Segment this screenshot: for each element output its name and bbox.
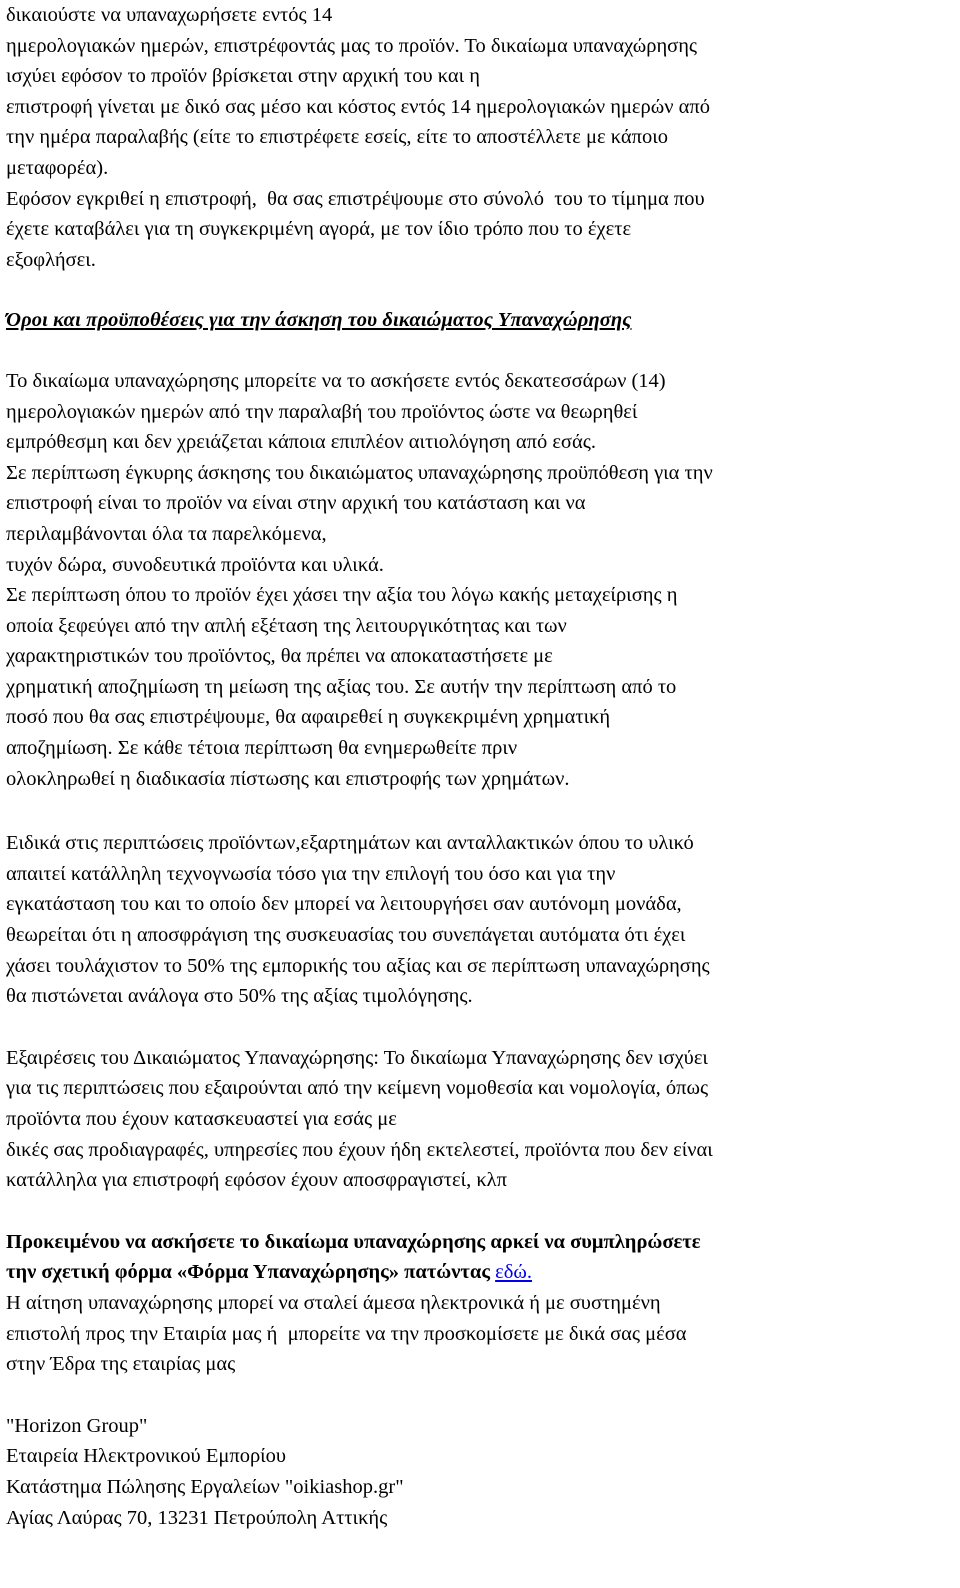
cta-text: την σχετική φόρμα «Φόρμα Υπαναχώρησης» πατώντας bbox=[6, 1261, 496, 1284]
special-line: χάσει τουλάχιστον το 50% της εμπορικής του αξίας και σε περίπτωση υπαναχώρησης bbox=[6, 954, 710, 977]
intro-line: ισχύει εφόσον το προϊόν βρίσκεται στην αρχική του και η bbox=[6, 65, 481, 88]
terms-line: αποζημίωση. Σε κάθε τέτοια περίπτωση θα ενημερωθείτε πριν bbox=[6, 737, 518, 760]
exceptions-line: προϊόντα που έχουν κατασκευαστεί για εσάς με bbox=[6, 1108, 397, 1130]
company-line: "Horizon Group" bbox=[6, 1414, 148, 1437]
spacer bbox=[6, 1380, 956, 1411]
terms-line: εμπρόθεσμη και δεν χρειάζεται κάποια επιπλέον αιτιολόγηση από εσάς. bbox=[6, 431, 596, 454]
terms-line: ποσό που θα σας επιστρέψουμε, θα αφαιρεθεί η συγκεκριμένη χρηματική bbox=[6, 706, 611, 729]
spacer bbox=[6, 275, 956, 305]
intro-line: επιστροφή γίνεται με δικό σας μέσο και κόστος εντός 14 ημερολογιακών ημερών από bbox=[6, 95, 710, 118]
cta-line bbox=[6, 1257, 956, 1288]
withdrawal-form-link[interactable]: εδώ. bbox=[495, 1261, 532, 1284]
company-line: Κατάστημα Πώλησης Εργαλείων "oikiashop.gr" bbox=[6, 1475, 404, 1498]
intro-line: εξοφλήσει. bbox=[6, 248, 96, 271]
company-line: Εταιρεία Ηλεκτρονικού Εμπορίου bbox=[6, 1445, 287, 1468]
terms-line: περιλαμβάνονται όλα τα παρελκόμενα, bbox=[6, 522, 327, 545]
cta-paragraph bbox=[6, 1227, 956, 1380]
company-line: Αγίας Λαύρας 70, 13231 Πετρούπολη Αττικής bbox=[6, 1506, 388, 1529]
terms-line: ολοκληρωθεί η διαδικασία πίστωσης και επιστροφής των χρημάτων. bbox=[6, 767, 570, 790]
intro-line: έχετε καταβάλει για τη συγκεκριμένη αγορά, με τον ίδιο τρόπο που το έχετε bbox=[6, 218, 632, 241]
exceptions-paragraph bbox=[6, 1043, 956, 1196]
terms-line: επιστροφή είναι το προϊόν να είναι στην αρχική του κατάσταση και να bbox=[6, 492, 586, 515]
exceptions-line: Εξαιρέσεις του Δικαιώματος Υπαναχώρησης: Το δικαίωμα Υπαναχώρησης δεν ισχύει bbox=[6, 1046, 708, 1069]
request-line: στην Έδρα της εταιρίας μας bbox=[6, 1353, 236, 1376]
cta-line: Προκειμένου να ασκήσετε το δικαίωμα υπαναχώρησης αρκεί να συμπληρώσετε bbox=[6, 1230, 701, 1253]
company-info bbox=[6, 1411, 956, 1533]
terms-line: Το δικαίωμα υπαναχώρησης μπορείτε να το ασκήσετε εντός δεκατεσσάρων (14) bbox=[6, 369, 666, 392]
document-page bbox=[6, 0, 956, 1533]
terms-heading: Όροι και προϋποθέσεις για την άσκηση του δικαιώματος Υπαναχώρησης bbox=[6, 309, 632, 332]
exceptions-line: δικές σας προδιαγραφές, υπηρεσίες που έχουν ήδη εκτελεστεί, προϊόντα που δεν είναι bbox=[6, 1138, 713, 1161]
special-cases-paragraph bbox=[6, 828, 956, 1012]
terms-line: Σε περίπτωση έγκυρης άσκησης του δικαιώματος υπαναχώρησης προϋπόθεση για την bbox=[6, 461, 713, 484]
special-line: εγκατάσταση του και το οποίο δεν μπορεί να λειτουργήσει σαν αυτόνομη μονάδα, bbox=[6, 893, 682, 916]
special-line: απαιτεί κατάλληλη τεχνογνωσία τόσο για την επιλογή του όσο και για την bbox=[6, 862, 616, 885]
request-line: επιστολή προς την Εταιρία μας ή μπορείτε να την προσκομίσετε με δικά σας μέσα bbox=[6, 1322, 687, 1345]
exceptions-line: κατάλληλα για επιστροφή εφόσον έχουν αποσφραγιστεί, κλπ bbox=[6, 1169, 507, 1192]
special-line: Ειδικά στις περιπτώσεις προϊόντων,εξαρτημάτων και ανταλλακτικών όπου το υλικό bbox=[6, 832, 694, 855]
spacer bbox=[6, 1196, 956, 1227]
terms-line: χαρακτηριστικών του προϊόντος, θα πρέπει να αποκαταστήσετε με bbox=[6, 645, 553, 668]
intro-line: την ημέρα παραλαβής (είτε το επιστρέφετε εσείς, είτε το αποστέλλετε με κάποιο bbox=[6, 126, 668, 149]
terms-line: χρηματική αποζημίωση τη μείωση της αξίας του. Σε αυτήν την περίπτωση από το bbox=[6, 675, 677, 698]
terms-line: Σε περίπτωση όπου το προϊόν έχει χάσει την αξία του λόγω κακής μεταχείρισης η bbox=[6, 584, 678, 607]
request-line: Η αίτηση υπαναχώρησης μπορεί να σταλεί άμεσα ηλεκτρονικά ή με συστημένη bbox=[6, 1291, 661, 1314]
exceptions-line: για τις περιπτώσεις που εξαιρούνται από την κείμενη νομοθεσία και νομολογία, όπως bbox=[6, 1077, 709, 1100]
special-line: θα πιστώνεται ανάλογα στο 50% της αξίας τιμολόγησης. bbox=[6, 985, 473, 1008]
spacer bbox=[6, 1012, 956, 1043]
intro-line: Εφόσον εγκριθεί η επιστροφή, θα σας επιστρέψουμε στο σύνολό του το τίμημα που bbox=[6, 187, 705, 210]
terms-line: ημερολογιακών ημερών από την παραλαβή του προϊόντος ώστε να θεωρηθεί bbox=[6, 400, 638, 423]
terms-paragraph bbox=[6, 366, 956, 794]
intro-paragraph bbox=[6, 0, 956, 275]
terms-line: τυχόν δώρα, συνοδευτικά προϊόντα και υλικά. bbox=[6, 553, 384, 576]
special-line: θεωρείται ότι η αποσφράγιση της συσκευασίας του συνεπάγεται αυτόματα ότι έχει bbox=[6, 924, 686, 947]
intro-line: δικαιούστε να υπαναχωρήσετε εντός 14 bbox=[6, 4, 333, 26]
intro-line: ημερολογιακών ημερών, επιστρέφοντάς μας το προϊόν. Το δικαίωμα υπαναχώρησης bbox=[6, 34, 698, 57]
terms-line: οποία ξεφεύγει από την απλή εξέταση της λειτουργικότητας και των bbox=[6, 614, 567, 637]
intro-line: μεταφορέα). bbox=[6, 156, 109, 179]
spacer bbox=[6, 336, 956, 366]
spacer bbox=[6, 794, 956, 828]
